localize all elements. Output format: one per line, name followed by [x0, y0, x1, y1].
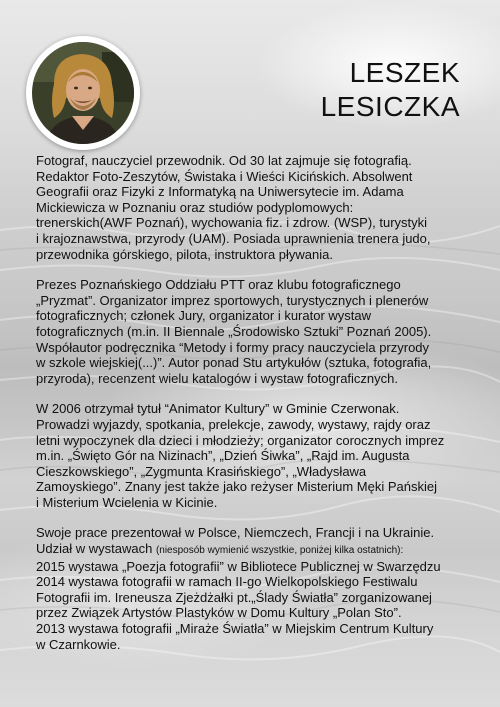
exhibitions-note: (niesposób wymienić wszystkie, poniżej kilka ostatnich):	[155, 545, 404, 557]
text-line	[36, 541, 468, 559]
text-line: Fotografii im. Ireneusza Zjeżdżałki pt.„Ślady Światła” zorganizowanej	[36, 589, 432, 605]
text-line: „Pryzmat”. Organizator imprez sportowych, turystycznych i plenerów	[36, 292, 429, 308]
text-line: trenerskich(AWF Poznań), wychowania fiz. i zdrow. (WSP), turystyki	[36, 215, 428, 231]
text-line: Fotograf, nauczyciel przewodnik. Od 30 lat zajmuje się fotografią.	[36, 153, 412, 168]
exhibitions-label: Udział w wystawach	[36, 541, 156, 557]
text-line: przewodnika górskiego, pilota, instruktora pływania.	[36, 246, 333, 262]
text-line: 2013 wystawa fotografii „Miraże Światła” w Miejskim Centrum Kultury	[36, 621, 434, 637]
text-line: 2014 wystawa fotografii w ramach II-go Wielkopolskiego Festiwalu	[36, 574, 418, 590]
text-line: fotograficznych (m.in. II Biennale „Środowisko Sztuki” Poznań 2005).	[36, 323, 432, 339]
text-line: Prezes Poznańskiego Oddziału PTT oraz klubu fotograficznego	[36, 277, 401, 293]
text-line: Współautor podręcznika “Metody i formy pracy nauczyciela przyrody	[36, 339, 430, 355]
biography-text	[36, 153, 468, 667]
paragraph-exhibitions	[36, 525, 468, 652]
name-last: LESICZKA	[320, 91, 460, 122]
text-line: Geografii oraz Fizyki z Informatyką na Uniwersytecie im. Adama	[36, 184, 404, 200]
portrait-photo	[32, 42, 134, 144]
text-line: Prowadzi wyjazdy, spotkania, prelekcje, zawody, wystawy, rajdy oraz	[36, 416, 431, 432]
text-line: Mickiewicza w Poznaniu oraz studiów podyplomowych:	[36, 199, 354, 215]
name-first: LESZEK	[349, 57, 460, 88]
paragraph-education	[36, 153, 468, 262]
text-line: Zamoyskiego”. Znany jest także jako reżyser Misterium Męki Pańskiej	[36, 479, 437, 495]
text-line: przyroda), recenzent wielu katalogów i wystaw fotograficznych.	[36, 370, 398, 386]
portrait-image	[32, 42, 134, 144]
text-line: m.in. „Święto Gór na Nizinach”, „Dzień Śiwka”, „Rajd im. Augusta	[36, 448, 410, 464]
text-line: Cieszkowskiego”, „Zygmunta Krasińskiego”, „Władysława	[36, 463, 367, 479]
text-line: Swoje prace prezentował w Polsce, Niemczech, Francji i na Ukrainie.	[36, 525, 435, 541]
text-line: i krajoznawstwa, przyrody (UAM). Posiada uprawnienia trenera judo,	[36, 230, 431, 246]
person-name	[321, 56, 460, 124]
text-line: w szkole wiejskiej(...)”. Autor ponad Stu artykułów (sztuka, fotografia,	[36, 355, 432, 371]
text-line: w Czarnkowie.	[36, 636, 121, 652]
text-line: Redaktor Foto-Zeszytów, Świstaka i Wieści Kicińskich. Absolwent	[36, 168, 413, 184]
portrait-frame	[26, 36, 140, 150]
text-line: W 2006 otrzymał tytuł “Animator Kultury” w Gminie Czerwonak.	[36, 401, 400, 417]
paragraph-activities	[36, 277, 468, 386]
paragraph-awards	[36, 401, 468, 510]
text-line: i Misterium Wcielenia w Kicinie.	[36, 494, 218, 510]
text-line: fotograficznych; członek Jury, organizator i kurator wystaw	[36, 308, 372, 324]
text-line: 2015 wystawa „Poezja fotografii” w Bibliotece Publicznej w Swarzędzu	[36, 558, 441, 574]
text-line: przez Związek Artystów Plastyków w Domu Kultury „Polan Sto”.	[36, 605, 402, 621]
text-line: letni wypoczynek dla dzieci i młodzieży; organizator corocznych imprez	[36, 432, 445, 448]
